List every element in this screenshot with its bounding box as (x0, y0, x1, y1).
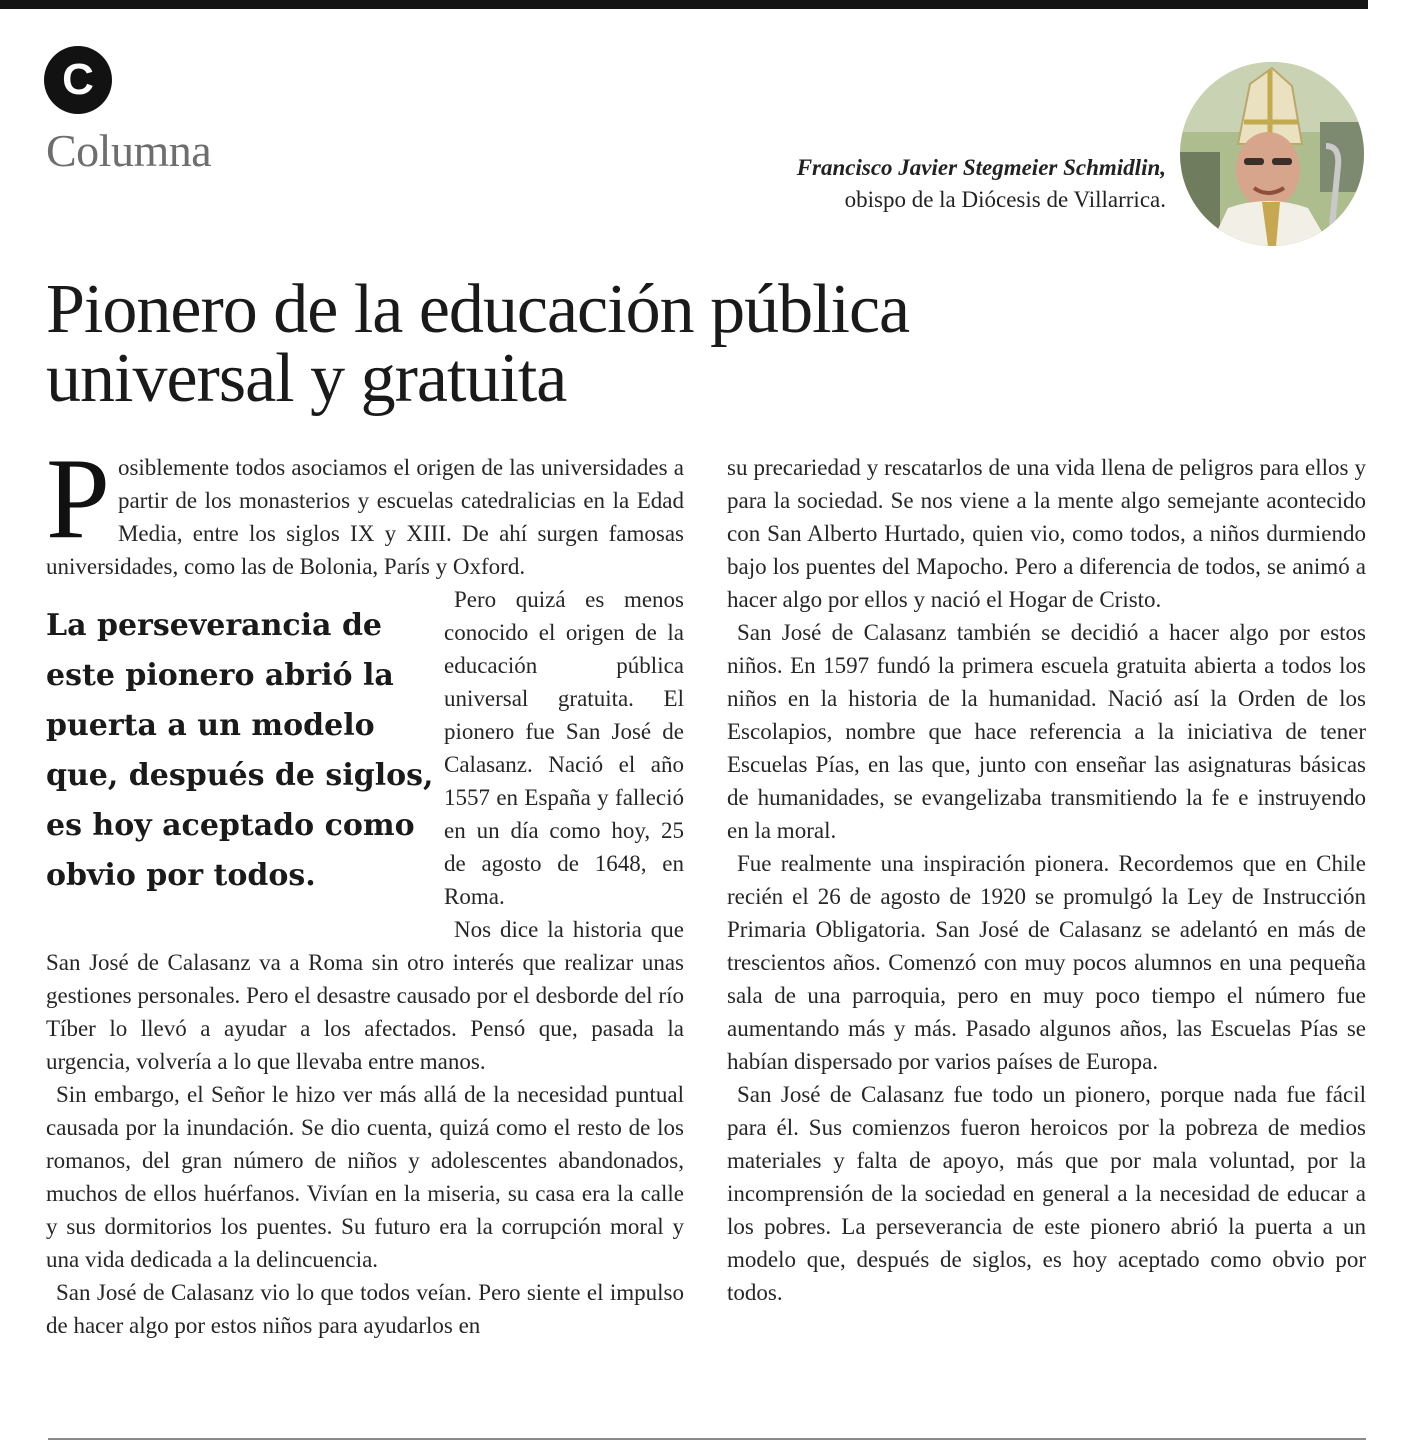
headline (46, 271, 1366, 417)
article-column-left (46, 435, 684, 1421)
section-label: Columna (46, 125, 212, 176)
pull-quote: La perseverancia de este pionero abrió la puerta a un modelo que, después de siglos, es hoy aceptado como obvio por todos. (46, 608, 434, 893)
article-paragraph: La perseverancia de este pionero abrió la puerta a un modelo que, después de siglos, es hoy aceptado como obvio por todos. Pero quizá es menos conocido el origen de la educación pública universal gratuita. El pionero fue San José de Calasanz. Nació el año 1557 en España y falleció en un día como hoy, 25 de agosto de 1648, en Roma. (46, 583, 684, 913)
article-paragraph: su precariedad y rescatarlos de una vida llena de peligros para ellos y para la sociedad. Se nos viene a la mente algo semejante acontecido con San Alberto Hurtado, quien vio, como todos, a niños durmiendo bajo los puentes del Mapocho. Pero a diferencia de todos, se animó a hacer algo por ellos y nació el Hogar de Cristo. (727, 455, 1366, 612)
article-column-right (727, 451, 1366, 1421)
article-paragraph: San José de Calasanz también se decidió a hacer algo por estos niños. En 1597 fundó la primera escuela gratuita abierta a todos los niños en la historia de la humanidad. Nació así la Orden de los Escolapios, nombre que hace referencia a la iniciativa de tener Escuelas Pías, en las que, junto con enseñar las asignaturas básicas de humanidades, se evangelizaba transmitiendo la fe e instruyendo en la moral. (727, 620, 1366, 843)
article-paragraph: San José de Calasanz fue todo un pionero, porque nada fue fácil para él. Sus comienzos fueron heroicos por la pobreza de medios materiales y falta de apoyo, más que por mala voluntad, por la incomprensión de la sociedad en general a la necesidad de educar a los pobres. La perseverancia de este pionero abrió la puerta a un modelo que, después de siglos, es hoy aceptado como obvio por todos. (727, 1082, 1366, 1305)
article-paragraph: Fue realmente una inspiración pionera. Recordemos que en Chile recién el 26 de agosto de 1920 se promulgó la Ley de Instrucción Primaria Obligatoria. San José de Calasanz se adelantó en más de trescientos años. Comenzó con muy pocos alumnos en una pequeña sala de una parroquia, pero en muy poco tiempo el número fue aumentando más y más. Pasado algunos años, las Escuelas Pías se habían dispersado por varios países de Europa. (727, 851, 1366, 1074)
bottom-rule (48, 1438, 1366, 1440)
headline-line-2: universal y gratuita (46, 340, 567, 417)
author-name: Francisco Javier Stegmeier Schmidlin, (796, 155, 1166, 180)
author-portrait (1180, 62, 1364, 246)
top-rule (0, 0, 1368, 9)
headline-line-1: Pionero de la educación pública (46, 271, 910, 348)
article-paragraph: Sin embargo, el Señor le hizo ver más allá de la necesidad puntual causada por la inundación. Se dio cuenta, quizá como el resto de los romanos, del gran número de niños y adolescentes abandonados, muchos de ellos huérfanos. Vivían en la miseria, su casa era la calle y sus dormitorios los puentes. Su futuro era la corrupción moral y una vida dedicada a la delincuencia. (46, 1082, 684, 1272)
article-paragraph: Posiblemente todos asociamos el origen de las universidades a partir de los monasterios y escuelas catedralicias en la Edad Media, entre los siglos IX y XIII. De ahí surgen famosas universidades, como las de Bolonia, París y Oxford. (46, 435, 684, 579)
section-badge: C (44, 46, 112, 114)
article-paragraph: Nos dice la historia que San José de Calasanz va a Roma sin otro interés que realizar unas gestiones personales. Pero el desastre causado por el desborde del río Tíber lo llevó a ayudar a los afectados. Pensó que, pasada la urgencia, volvería a lo que llevaba entre manos. (46, 917, 684, 1074)
drop-cap: P (46, 435, 110, 562)
article-paragraph: San José de Calasanz vio lo que todos veían. Pero siente el impulso de hacer algo por estos niños para ayudarlos en (46, 1280, 684, 1338)
author-byline (797, 152, 1166, 216)
author-role: obispo de la Diócesis de Villarrica. (844, 187, 1166, 212)
